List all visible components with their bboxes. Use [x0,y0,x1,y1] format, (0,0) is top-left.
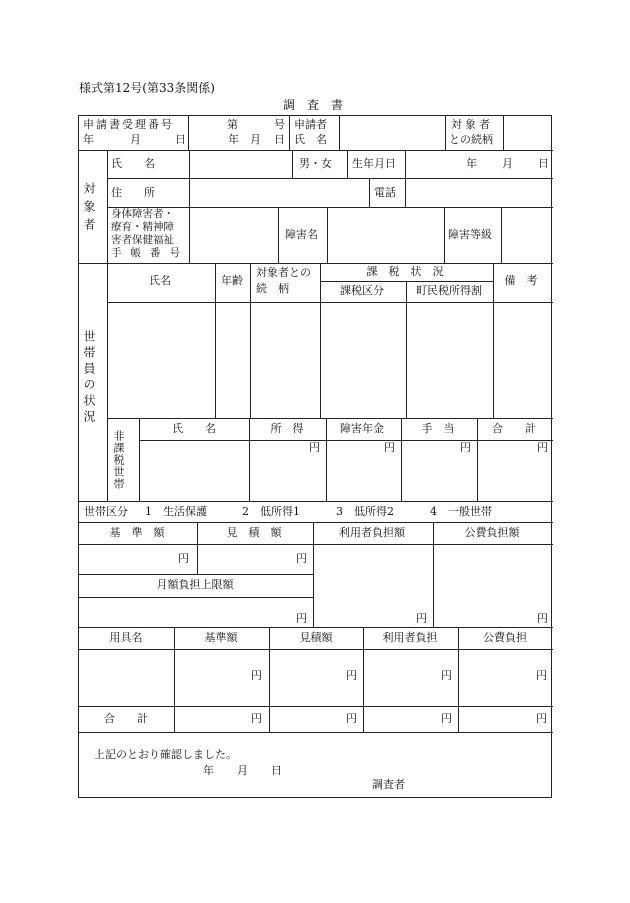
yen-unit: 円 [178,552,189,565]
household-section-label: 世帯員の状況 [82,330,96,426]
subject-name-label: 氏 名 [111,157,155,170]
yen-unit: 円 [384,441,395,454]
rule [79,522,553,523]
tax-status-header: 課 税 状 況 [366,265,444,278]
nontax-income-header: 所 得 [270,422,304,435]
rule [79,597,313,598]
household-class-option-1: 1 生活保護 [145,505,207,518]
rule [320,263,321,418]
rule [503,116,504,150]
handbook-label-2: 療育・精神障 [111,221,174,233]
rule [444,207,445,263]
household-relation-header-1: 対象者との [256,266,311,279]
rule [79,150,553,151]
rule [79,627,553,628]
rule [433,522,434,627]
rule [174,627,175,732]
rule [501,207,502,263]
rule [405,150,406,207]
rule [347,150,348,178]
receipt-month-label: 月 [130,133,141,146]
confirmation-text: 上記のとおり確認しました。 [94,748,237,761]
receipt-year-label: 年 [83,133,94,146]
gender-label: 男・女 [299,157,332,170]
equipment-standard-header: 基準額 [204,631,238,644]
rule [401,418,402,501]
rule [326,418,327,501]
rule [249,418,250,501]
rule [107,263,108,501]
household-class-option-4: 4 一般世帯 [430,505,492,518]
yen-unit: 円 [296,612,307,625]
rule [445,116,446,150]
rule [79,706,553,707]
household-class-option-3: 3 低所得2 [336,505,394,518]
yen-unit: 円 [296,552,307,565]
go-label: 号 [274,118,285,131]
yen-unit: 円 [441,712,452,725]
subject-section-label: 対象者 [82,182,96,236]
document-title: 調 査 書 [282,98,344,112]
handbook-label-1: 身体障害者・ [111,208,174,220]
relation-label: 対象者 [451,118,493,131]
rule [363,627,364,732]
estimate-amount-header: 見 積 額 [226,526,282,539]
birth-day-label: 日 [538,157,549,170]
rule [458,627,459,732]
confirmation-year: 年 [203,764,214,777]
address-label: 住 所 [111,186,155,199]
town-tax-header: 町民税所得割 [416,284,482,297]
nontax-pension-header: 障害年金 [340,422,384,435]
equipment-public-burden-header: 公費負担 [483,631,527,644]
yen-unit: 円 [537,612,548,625]
rule [339,116,340,150]
rule [269,627,270,732]
yen-unit: 円 [416,612,427,625]
nontax-name-header: 氏 名 [172,422,216,435]
standard-amount-header: 基 準 額 [109,526,165,539]
user-burden-header: 利用者負担額 [339,526,405,539]
yen-unit: 円 [251,669,262,682]
rule [79,263,553,264]
rule [292,150,293,178]
receipt-day-2: 日 [274,133,285,146]
rule [289,116,290,150]
confirmation-month: 月 [237,764,248,777]
rule [197,522,198,574]
household-class-label: 世帯区分 [84,505,128,518]
tax-class-header: 課税区分 [340,284,384,297]
rule [313,522,314,627]
birth-year-label: 年 [466,157,477,170]
household-age-header: 年齢 [221,274,243,287]
dai-label: 第 [227,118,238,131]
household-name-header: 氏名 [149,274,171,287]
household-relation-header-2: 続 柄 [256,282,289,295]
birth-month-label: 月 [502,157,513,170]
rule [139,440,553,441]
applicant-name-label: 氏 名 [294,133,327,146]
rule [107,150,108,263]
rule [477,418,478,501]
rule [327,207,328,263]
rule [79,574,313,575]
household-class-option-2: 2 低所得1 [242,505,300,518]
birth-date-label: 生年月日 [352,157,396,170]
rule [188,116,189,150]
investigator-label: 調査者 [372,778,405,791]
yen-unit: 円 [537,441,548,454]
rule [493,263,494,418]
equipment-total-label: 合 計 [104,712,148,725]
yen-unit: 円 [251,712,262,725]
rule [215,263,216,418]
rule [250,263,251,418]
rule [79,732,553,733]
yen-unit: 円 [460,441,471,454]
rule [107,178,553,179]
yen-unit: 円 [346,712,357,725]
relation-label-2: との続柄 [449,133,493,146]
receipt-month-2: 月 [250,133,261,146]
application-number-label: 申請書受理番号 [83,118,174,131]
yen-unit: 円 [346,669,357,682]
yen-unit: 円 [309,441,320,454]
public-burden-header: 公費負担額 [464,526,520,539]
rule [107,302,553,303]
equipment-user-burden-header: 利用者負担 [382,631,438,644]
receipt-day-label: 日 [175,133,186,146]
disability-grade-label: 障害等級 [448,228,492,241]
disability-name-label: 障害名 [285,228,318,241]
equipment-name-header: 用具名 [109,631,143,644]
rule [406,281,407,418]
phone-label: 電話 [374,186,396,199]
yen-unit: 円 [536,712,547,725]
nontax-allowance-header: 手 当 [421,422,455,435]
yen-unit: 円 [441,669,452,682]
rule [139,418,140,501]
form-number: 様式第12号(第33条関係) [79,81,215,95]
equipment-estimate-header: 見積額 [299,631,333,644]
handbook-label-4: 手帳番号 [111,247,189,259]
yen-unit: 円 [536,669,547,682]
handbook-label-3: 害者保健福祉 [111,234,174,246]
nontax-total-header: 合 計 [492,422,536,435]
remarks-header: 備 考 [504,274,538,287]
rule [79,544,553,545]
confirmation-day: 日 [271,764,282,777]
rule [369,178,370,207]
rule [189,150,190,263]
monthly-cap-label: 月額負担上限額 [156,578,234,591]
nontax-household-label: 非課税世帯 [112,430,125,490]
rule [79,649,553,650]
receipt-year-2: 年 [228,133,239,146]
rule [278,207,279,263]
rule [107,418,553,419]
applicant-label: 申請者 [294,118,327,131]
rule [79,501,553,502]
